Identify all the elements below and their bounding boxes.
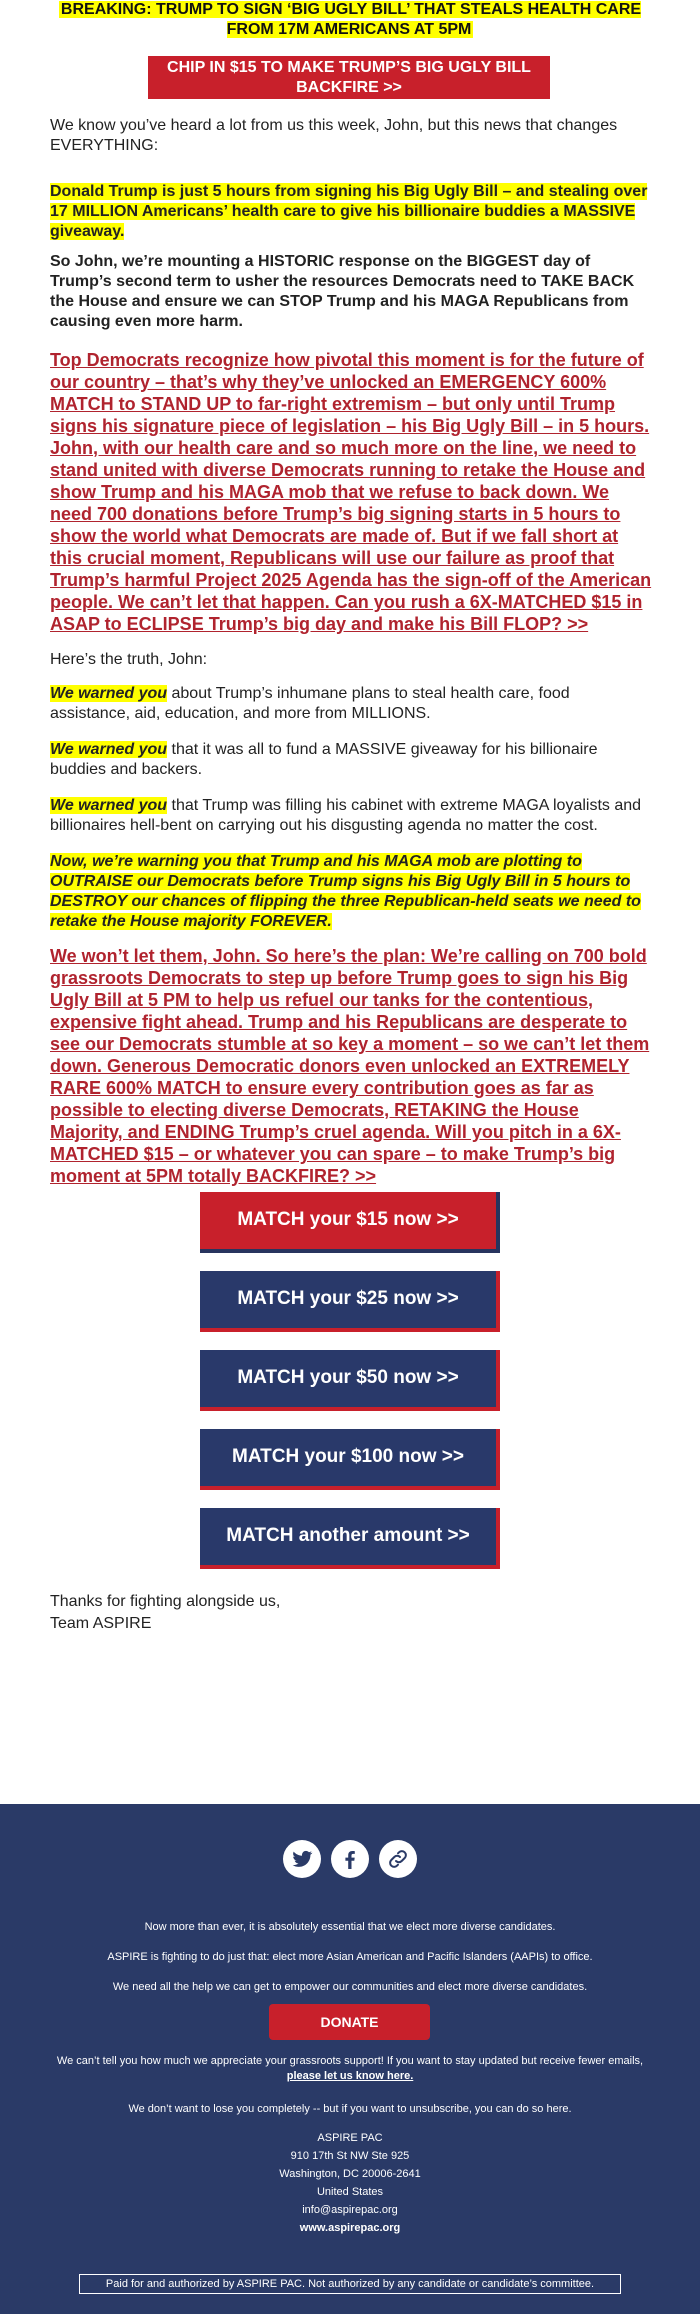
facebook-icon[interactable] [331,1840,369,1878]
warned-text-3: that Trump was filling his cabinet with extreme MAGA loyalists and billionaires hell-bent on carrying out his disgusting agenda no matter the cost. [50,797,642,834]
match-50-button[interactable]: MATCH your $50 now >> [200,1350,500,1411]
social-links [0,1840,700,1878]
street: 910 17th St NW Ste 925 [290,2150,410,2162]
so-john-paragraph: So John, we’re mounting a HISTORIC response on the BIGGEST day of Trump’s second term to usher the resources Democrats need to TAKE BACK the House and ensure we can STOP Trump and his MAGA Republicans from causing even more harm. [50,253,635,330]
signoff-line: Thanks for fighting alongside us, [50,1593,281,1610]
now-warning-paragraph [50,852,650,932]
warned-label: We warned you [50,685,168,702]
match-15-button[interactable]: MATCH your $15 now >> [200,1192,500,1253]
city-state-zip: Washington, DC 20006-2641 [279,2168,421,2180]
warned-label: We warned you [50,741,168,758]
match-other-button[interactable]: MATCH another amount >> [200,1508,500,1569]
match-100-button[interactable]: MATCH your $100 now >> [200,1429,500,1490]
emergency-match-paragraph[interactable] [50,350,655,636]
twitter-icon[interactable] [283,1840,321,1878]
footer [0,1804,700,2314]
highlight-text: Donald Trump is just 5 hours from signing his Big Ugly Bill – and stealing over 17 MILLION Americans’ health care to give his billionaire buddies a MASSIVE giveaway. [50,183,648,240]
warned-text-1: about Trump’s inhumane plans to steal health care, food assistance, aid, education, and more from MILLIONS. [50,685,570,722]
website-link[interactable]: www.aspirepac.org [299,2222,401,2234]
footer-line-2: ASPIRE is fighting to do just that: elect more Asian American and Pacific Islanders (AAPIs) to office. [107,1951,593,1963]
truth-paragraph: Here’s the truth, John: [50,651,208,668]
warned-label: We warned you [50,797,168,814]
warned-paragraph-3 [50,796,650,836]
warned-paragraph-2 [50,740,650,780]
email-address[interactable]: info@aspirepac.org [302,2204,398,2216]
intro-paragraph: We know you’ve heard a lot from us this week, John, but this news that changes EVERYTHING: [50,117,618,154]
chip-in-15-button[interactable]: CHIP IN $15 TO MAKE TRUMP’S BIG UGLY BILL BACKFIRE >> [148,56,550,99]
plan-link[interactable]: We won’t let them, John. So here’s the plan: We’re calling on 700 bold grassroots Democrats to step up before Trump goes to sign his Big Ugly Bill at 5 PM to help us refuel our tanks for the contentious, expensive fight ahead. Trump and his Republicans are desperate to see our Democrats stumble at so key a moment – so we can’t let them down. Generous Democratic donors even unlocked an EXTREMELY RARE 600% MATCH to ensure every contribution goes as far as possible to electing diverse Democrats, RETAKING the House Majority, and ENDING Trump’s cruel agenda. Will you pitch in a 6X-MATCHED $15 – or whatever you can spare – to make Trump’s big moment at 5PM totally BACKFIRE? >> [50,946,650,1186]
unsubscribe-text[interactable]: We don’t want to lose you completely -- but if you want to unsubscribe, you can do so here. [128,2103,572,2115]
appreciate-sentence: We can’t tell you how much we appreciate your grassroots support! If you want to stay updated but receive fewer emails, [56,2055,644,2067]
now-warning-text: Now, we’re warning you that Trump and his MAGA mob are plotting to OUTRAISE our Democrats before Trump signs his Big Ugly Bill in 5 hours to DESTROY our chances of flipping the three Republican-held seats we need to retake the House majority FOREVER. [50,853,641,930]
donate-button[interactable]: DONATE [269,2004,430,2040]
match-25-button[interactable]: MATCH your $25 now >> [200,1271,500,1332]
fewer-emails-link[interactable]: please let us know here. [286,2070,414,2082]
footer-line-1: Now more than ever, it is absolutely essential that we elect more diverse candidates. [144,1921,556,1933]
headline-text: BREAKING: TRUMP TO SIGN ‘BIG UGLY BILL’ THAT STEALS HEALTH CARE FROM 17M AMERICANS AT 5PM [60,1,642,38]
plan-paragraph[interactable] [50,946,655,1188]
link-icon[interactable] [379,1840,417,1878]
footer-line-3: We need all the help we can get to empower our communities and elect more diverse candidates. [112,1981,588,1993]
warned-text-2: that it was all to fund a MASSIVE giveaway for his billionaire buddies and backers. [50,741,598,778]
appreciate-text [20,2054,680,2084]
headline [46,0,654,40]
org-name: ASPIRE PAC [317,2132,383,2144]
signoff-team: Team ASPIRE [50,1615,152,1632]
highlight-paragraph [50,182,650,242]
paid-for-disclaimer: Paid for and authorized by ASPIRE PAC. Not authorized by any candidate or candidate’s committee. [79,2274,621,2294]
emergency-match-link[interactable]: Top Democrats recognize how pivotal this moment is for the future of our country – that’s why they’ve unlocked an EMERGENCY 600% MATCH to STAND UP to far-right extremism – but only until Trump signs his signature piece of legislation – his Big Ugly Bill – in 5 hours. John, with our health care and so much more on the line, we need to stand united with diverse Democrats running to retake the House and show Trump and his MAGA mob that we refuse to back down. We need 700 donations before Trump’s big signing starts in 5 hours to show the world what Democrats are made of. But if we fall short at this crucial moment, Republicans will use our failure as proof that Trump’s harmful Project 2025 Agenda has the sign-off of the American people. We can’t let that happen. Can you rush a 6X-MATCHED $15 in ASAP to ECLIPSE Trump’s big day and make his Bill FLOP? >> [50,350,652,634]
warned-paragraph-1 [50,684,650,724]
country: United States [316,2186,384,2198]
mailing-address [0,2129,700,2237]
